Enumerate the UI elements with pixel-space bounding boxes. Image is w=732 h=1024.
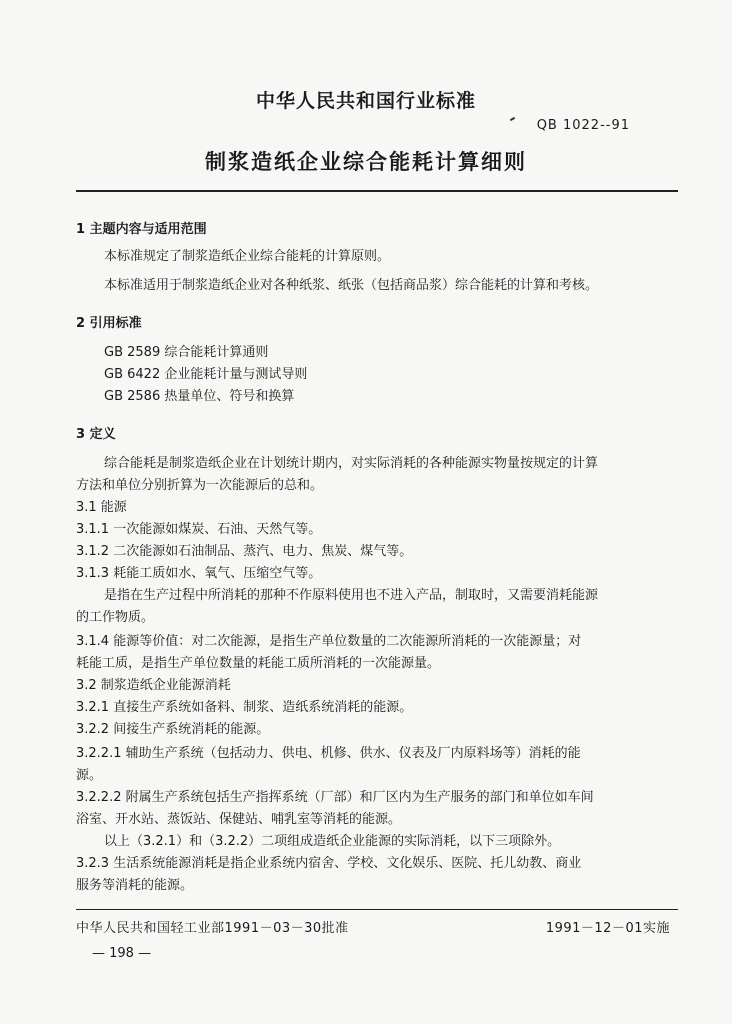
- paragraph-line: 浴室、开水站、蒸饭站、保健站、哺乳室等消耗的能源。: [76, 812, 402, 827]
- clause-line: 3.2.2.1 辅助生产系统（包括动力、供电、机修、供水、仪表及厂内原料场等）消耗的能: [76, 746, 581, 761]
- paragraph-line: 是指在生产过程中所消耗的那种不作原料使用也不进入产品，制取时，又需要消耗能源: [104, 588, 599, 603]
- section-heading: 2 引用标准: [76, 316, 142, 331]
- clause-line: 3.1 能源: [76, 500, 127, 515]
- standard-name: 中华人民共和国行业标准: [255, 90, 476, 112]
- reference-item: GB 2586 热量单位、符号和换算: [104, 389, 295, 404]
- paragraph-line: 源。: [76, 768, 103, 783]
- paragraph-line: 方法和单位分别折算为一次能源后的总和。: [76, 478, 324, 493]
- clause-line: 3.1.2 二次能源如石油制品、蒸汽、电力、焦炭、煤气等。: [76, 544, 413, 559]
- clause-line: 3.2.2.2 附属生产系统包括生产指挥系统（厂部）和厂区内为生产服务的部门和单位如车间: [76, 790, 594, 805]
- paragraph-line: 服务等消耗的能源。: [76, 878, 194, 893]
- clause-line: 3.1.1 一次能源如煤炭、石油、天然气等。: [76, 522, 322, 537]
- approval-note: 中华人民共和国轻工业部1991－03－30批准: [76, 921, 349, 936]
- title-rule: [76, 190, 678, 192]
- paragraph-line: 本标准规定了制浆造纸企业综合能耗的计算原则。: [104, 249, 391, 264]
- clause-line: 3.1.4 能源等价值：对二次能源，是指生产单位数量的二次能源所消耗的一次能源量；对: [76, 634, 582, 649]
- document-title: 制浆造纸企业综合能耗计算细则: [205, 150, 527, 174]
- clause-line: 3.1.3 耗能工质如水、氧气、压缩空气等。: [76, 566, 322, 581]
- clause-line: 3.2.2 间接生产系统消耗的能源。: [76, 722, 270, 737]
- clause-line: 3.2.1 直接生产系统如备料、制浆、造纸系统消耗的能源。: [76, 700, 413, 715]
- clause-line: 3.2 制浆造纸企业能源消耗: [76, 678, 231, 693]
- reference-item: GB 6422 企业能耗计量与测试导则: [104, 367, 308, 382]
- paragraph-line: 综合能耗是制浆造纸企业在计划统计期内，对实际消耗的各种能源实物量按规定的计算: [104, 456, 599, 471]
- section-heading: 3 定义: [76, 427, 116, 442]
- paragraph-line: 以上（3.2.1）和（3.2.2）二项组成造纸企业能源的实际消耗，以下三项除外。: [104, 834, 561, 849]
- paragraph-line: 的工作物质。: [76, 610, 155, 625]
- standard-code: QB 1022--91: [536, 118, 630, 133]
- ink-mark: [510, 117, 515, 121]
- clause-line: 3.2.3 生活系统能源消耗是指企业系统内宿舍、学校、文化娱乐、医院、托儿幼教、商业: [76, 856, 582, 871]
- reference-item: GB 2589 综合能耗计算通则: [104, 345, 269, 360]
- section-heading: 1 主题内容与适用范围: [76, 222, 207, 237]
- footer-rule: [76, 909, 678, 910]
- paragraph-line: 本标准适用于制浆造纸企业对各种纸浆、纸张（包括商品浆）综合能耗的计算和考核。: [104, 278, 599, 293]
- page-number: — 198 —: [92, 946, 152, 961]
- implementation-date: 1991－12－01实施: [545, 921, 670, 936]
- paragraph-line: 耗能工质，是指生产单位数量的耗能工质所消耗的一次能源量。: [76, 656, 441, 671]
